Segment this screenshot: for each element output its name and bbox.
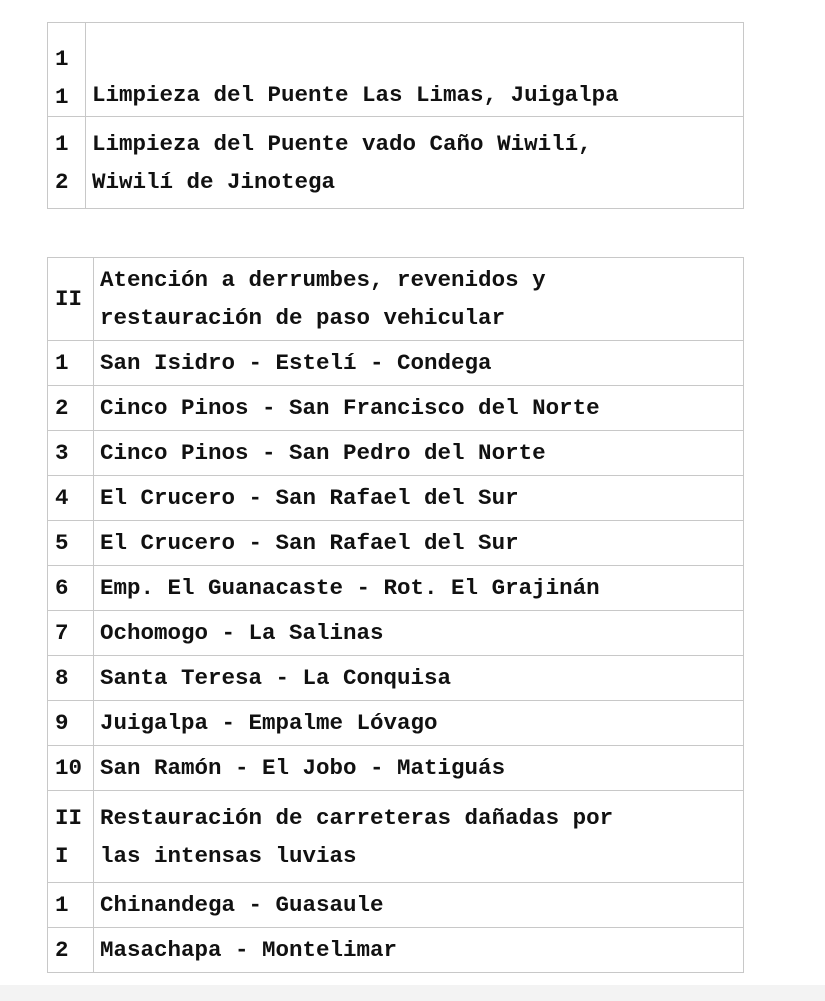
table-row [48, 656, 744, 701]
row-number: 6 [48, 566, 94, 611]
row-description-line: Limpieza del Puente vado Caño Wiwilí, [92, 130, 592, 157]
row-description: El Crucero - San Rafael del Sur [94, 521, 744, 566]
table-row [48, 386, 744, 431]
row-number-bottom: 2 [55, 168, 69, 195]
table-row [48, 341, 744, 386]
row-number: 2 [48, 928, 94, 973]
row-description: Juigalpa - Empalme Lóvago [94, 701, 744, 746]
table-row [48, 746, 744, 791]
table-row [48, 928, 744, 973]
section-number-bottom: I [55, 842, 69, 869]
row-description: El Crucero - San Rafael del Sur [94, 476, 744, 521]
row-number: 5 [48, 521, 94, 566]
row-number: 3 [48, 431, 94, 476]
row-number: 7 [48, 611, 94, 656]
section-header-row [48, 258, 744, 341]
section-number: II [48, 258, 94, 341]
row-number: 4 [48, 476, 94, 521]
section-header-row [48, 791, 744, 883]
section-title-line: Restauración de carreteras dañadas por [100, 804, 614, 831]
table-row [48, 566, 744, 611]
row-description: Limpieza del Puente Las Limas, Juigalpa [86, 23, 744, 117]
row-description: Emp. El Guanacaste - Rot. El Grajinán [94, 566, 744, 611]
row-number-bottom: 1 [55, 84, 69, 110]
page-bottom-edge [0, 985, 825, 1001]
row-description: Cinco Pinos - San Francisco del Norte [94, 386, 744, 431]
table-row [48, 431, 744, 476]
table-row [48, 521, 744, 566]
cleaning-table [47, 22, 744, 209]
row-description: Ochomogo - La Salinas [94, 611, 744, 656]
row-number: 10 [48, 746, 94, 791]
section-number [48, 791, 94, 883]
row-description: Cinco Pinos - San Pedro del Norte [94, 431, 744, 476]
row-number: 9 [48, 701, 94, 746]
row-number: 2 [48, 386, 94, 431]
row-description [86, 117, 744, 209]
section-title-line: restauración de paso vehicular [100, 305, 506, 331]
row-description: Chinandega - Guasaule [94, 883, 744, 928]
row-description: Masachapa - Montelimar [94, 928, 744, 973]
table-row [48, 883, 744, 928]
table-row [48, 701, 744, 746]
section-title [94, 258, 744, 341]
table-row [48, 476, 744, 521]
table-row [48, 117, 744, 209]
table-row [48, 23, 744, 117]
row-description: San Isidro - Estelí - Condega [94, 341, 744, 386]
row-number: 1 [48, 883, 94, 928]
section-title-line: las intensas luvias [100, 842, 357, 869]
section-title-line: Atención a derrumbes, revenidos y [100, 267, 546, 293]
row-description: Santa Teresa - La Conquisa [94, 656, 744, 701]
row-number-top: 1 [55, 130, 69, 157]
landslide-roads-table [47, 257, 744, 973]
table-row [48, 611, 744, 656]
row-number-top: 1 [55, 46, 69, 72]
row-description-line: Wiwilí de Jinotega [92, 168, 336, 195]
section-number-top: II [55, 804, 83, 831]
row-description: San Ramón - El Jobo - Matiguás [94, 746, 744, 791]
section-title [94, 791, 744, 883]
row-number: 1 [48, 341, 94, 386]
row-number [48, 117, 86, 209]
row-number [48, 23, 86, 117]
row-number: 8 [48, 656, 94, 701]
